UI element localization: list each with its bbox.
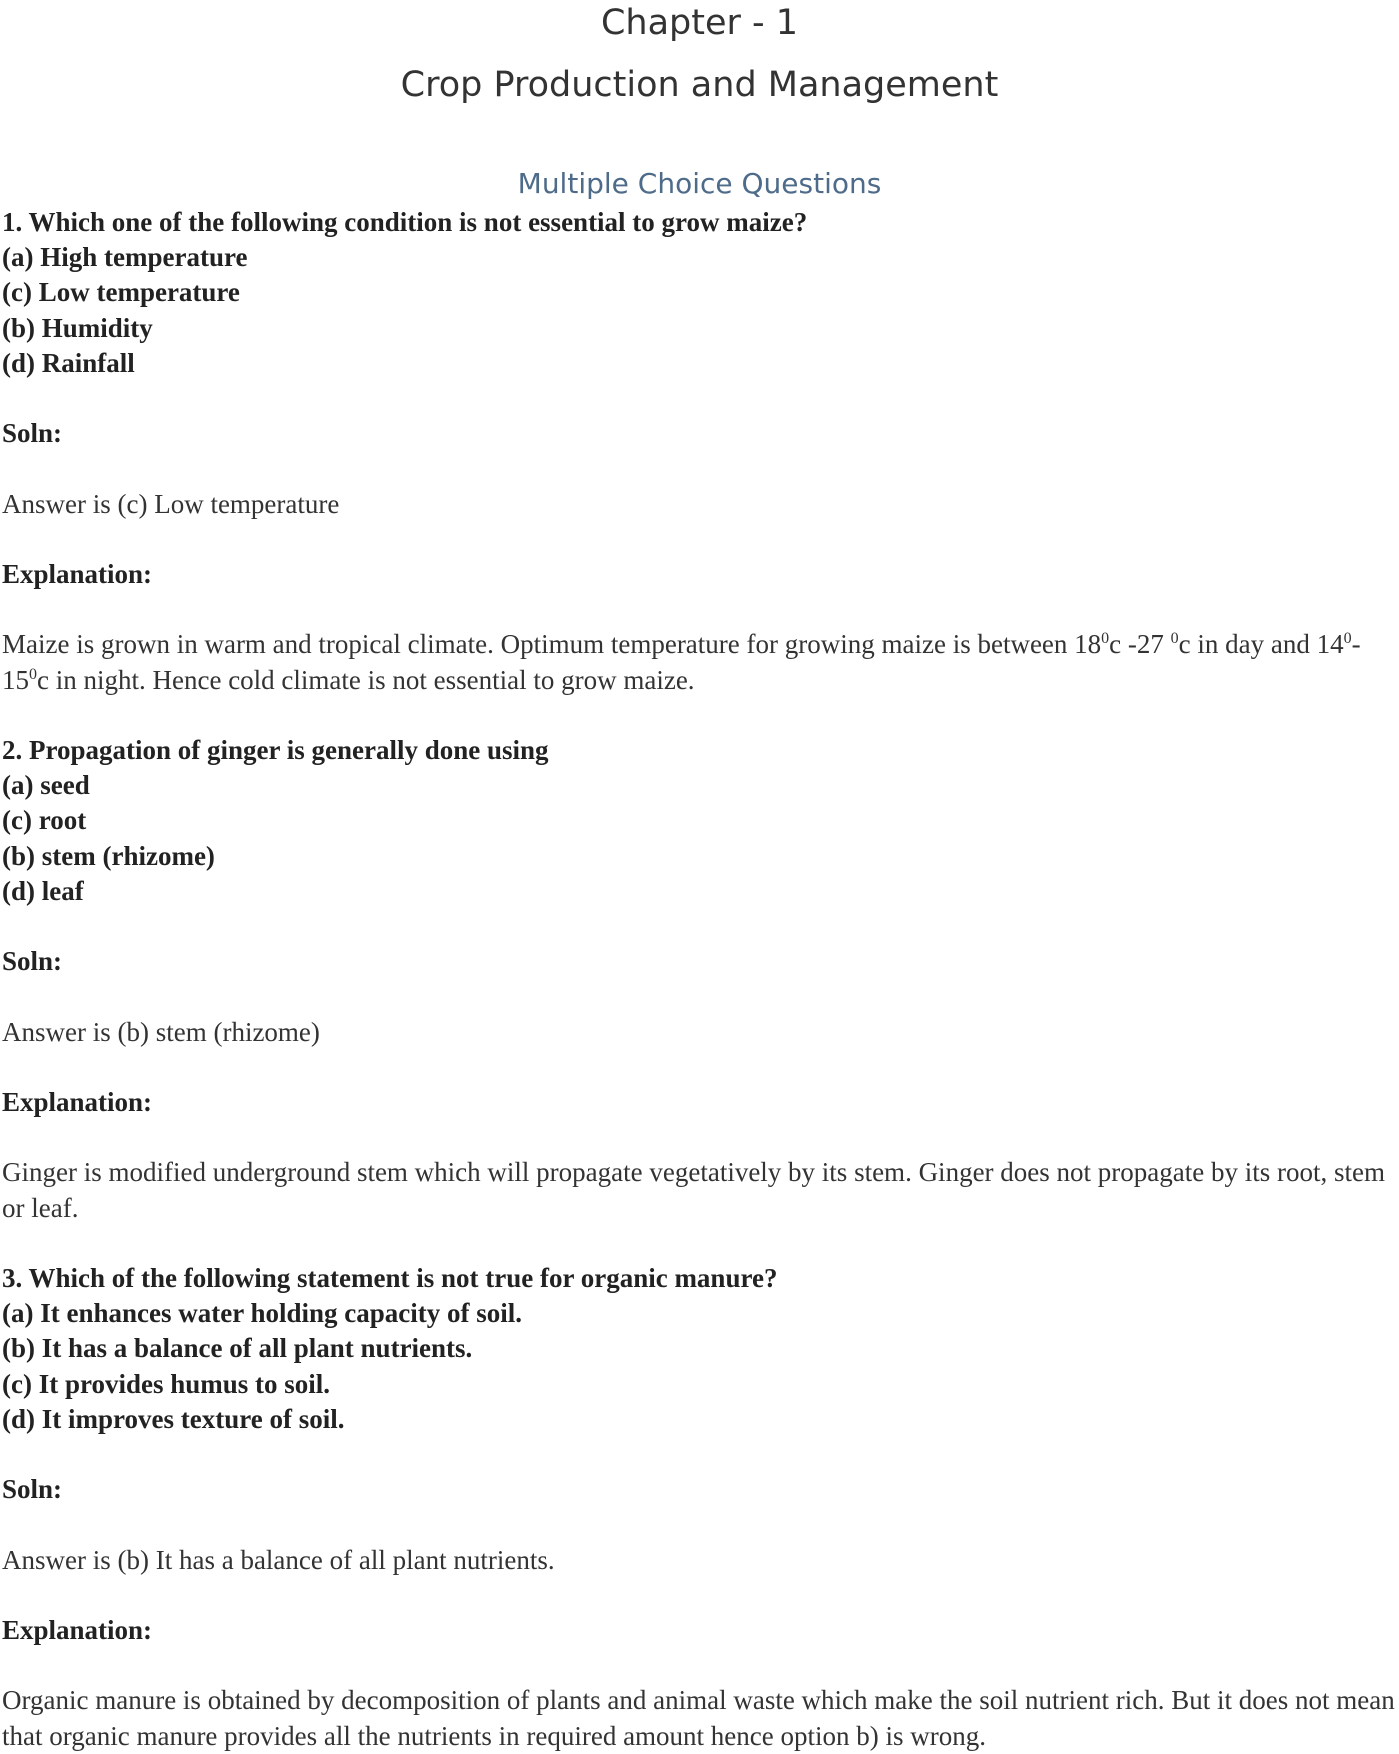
chapter-number: Chapter - 1	[600, 3, 799, 43]
question-1-option: (d) Rainfall	[2, 347, 135, 378]
question-block-2	[2, 733, 1397, 1261]
question-1-soln-label: Soln:	[2, 418, 63, 449]
degree-superscript: 0	[1101, 630, 1110, 648]
question-3-explanation-label: Explanation:	[2, 1614, 153, 1645]
degree-superscript: 0	[1170, 630, 1179, 648]
question-1-answer: Answer is (c) Low temperature	[2, 488, 340, 519]
question-2-answer: Answer is (b) stem (rhizome)	[2, 1016, 320, 1047]
expl-text: Maize is grown in warm and tropical climate. Optimum temperature for growing maize is between 18	[2, 629, 1102, 660]
question-3-option: (b) It has a balance of all plant nutrients.	[2, 1333, 473, 1364]
expl-text: c -27	[1109, 629, 1171, 660]
question-2-explanation-label: Explanation:	[2, 1086, 153, 1117]
question-3-option: (d) It improves texture of soil.	[2, 1403, 345, 1434]
question-1-option: (b) Humidity	[2, 312, 153, 343]
expl-text: -15	[2, 629, 1361, 695]
chapter-header	[0, 0, 1399, 116]
question-2-explanation: Ginger is modified underground stem which will propagate vegetatively by its stem. Ginger does not propagate by its root, stem or leaf.	[2, 1157, 1385, 1223]
question-2-text: 2. Propagation of ginger is generally done using	[2, 734, 549, 765]
question-3-answer: Answer is (b) It has a balance of all plant nutrients.	[2, 1544, 555, 1575]
question-3-option: (a) It enhances water holding capacity of soil.	[2, 1298, 522, 1329]
section-title: Multiple Choice Questions	[517, 167, 882, 200]
question-1-option: (a) High temperature	[2, 242, 248, 273]
question-2-option: (d) leaf	[2, 875, 84, 906]
question-1-explanation-label: Explanation:	[2, 558, 153, 589]
question-3-option: (c) It provides humus to soil.	[2, 1368, 331, 1399]
questions-content	[2, 205, 1397, 1754]
question-3-explanation: Organic manure is obtained by decomposition of plants and animal waste which make the soil nutrient rich. But it does not mean that organic manure provides all the nutrients in required amount hence option b) is wrong.	[2, 1685, 1395, 1751]
question-1-option: (c) Low temperature	[2, 277, 240, 308]
question-2-option: (a) seed	[2, 770, 90, 801]
question-block-3	[2, 1261, 1397, 1754]
question-3-soln-label: Soln:	[2, 1474, 63, 1505]
degree-superscript: 0	[1343, 630, 1352, 648]
chapter-title: Crop Production and Management	[400, 65, 999, 105]
question-1-text: 1. Which one of the following condition is not essential to grow maize?	[2, 207, 808, 237]
question-2-soln-label: Soln:	[2, 946, 63, 977]
question-2-option: (c) root	[2, 805, 87, 836]
degree-superscript: 0	[29, 665, 37, 683]
question-1-explanation	[2, 627, 1397, 697]
question-2-option: (b) stem (rhizome)	[2, 840, 215, 871]
question-block-1	[2, 205, 1397, 733]
question-3-text: 3. Which of the following statement is not true for organic manure?	[2, 1262, 778, 1293]
expl-text: c in night. Hence cold climate is not essential to grow maize.	[37, 664, 695, 695]
expl-text: c in day and 14	[1178, 629, 1344, 660]
